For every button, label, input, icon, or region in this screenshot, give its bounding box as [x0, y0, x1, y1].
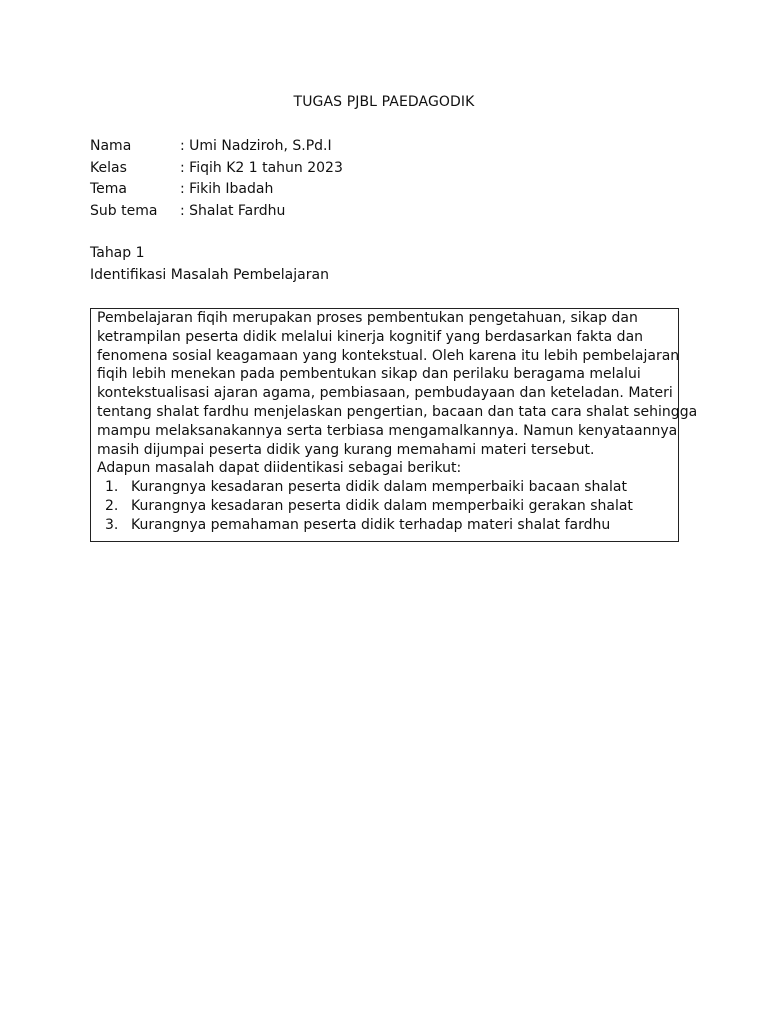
list-item — [105, 516, 673, 535]
list-item-text: Kurangnya kesadaran peserta didik dalam memperbaiki gerakan shalat — [131, 497, 633, 514]
issue-list — [97, 478, 673, 534]
list-item-text: Kurangnya kesadaran peserta didik dalam memperbaiki bacaan shalat — [131, 479, 627, 496]
list-item — [105, 497, 673, 516]
list-intro: Adapun masalah dapat diidentikasi sebagai berikut: — [97, 460, 462, 477]
identity-row-class — [90, 158, 343, 180]
identity-value: : Fiqih K2 1 tahun 2023 — [180, 159, 343, 176]
description-paragraph — [97, 309, 698, 478]
list-item — [105, 478, 673, 497]
identity-row-theme — [90, 179, 343, 201]
document-title: TUGAS PJBL PAEDAGODIK — [293, 94, 475, 110]
identity-label: Sub tema — [90, 203, 158, 220]
identity-value: : Shalat Fardhu — [180, 203, 286, 220]
identity-table — [90, 136, 343, 223]
identity-row-name — [90, 136, 343, 158]
problem-identification-box — [90, 308, 698, 542]
paragraph-line: ketrampilan peserta didik melalui kinerja kognitif yang berdasarkan fakta dan — [97, 328, 644, 345]
identity-value: : Umi Nadziroh, S.Pd.I — [180, 138, 332, 154]
paragraph-line: masih dijumpai peserta didik yang kurang memahami materi tersebut. — [97, 441, 595, 458]
paragraph-line: tentang shalat fardhu menjelaskan pengertian, bacaan dan tata cara shalat sehingga — [97, 403, 698, 420]
paragraph-line: kontekstualisasi ajaran agama, pembiasaan, pembudayaan dan keteladan. Materi — [97, 385, 673, 402]
list-item-text: Kurangnya pemahaman peserta didik terhadap materi shalat fardhu — [131, 516, 611, 533]
list-item-number: 1. — [105, 479, 119, 496]
stage-section — [90, 243, 329, 286]
list-item-number: 3. — [105, 516, 119, 533]
stage-heading: Identifikasi Masalah Pembelajaran — [90, 266, 329, 283]
list-item-number: 2. — [105, 497, 119, 514]
identity-label: Kelas — [90, 159, 127, 176]
paragraph-line: fenomena sosial keagamaan yang kontekstual. Oleh karena itu lebih pembelajaran — [97, 347, 680, 364]
stage-label: Tahap 1 — [90, 245, 145, 261]
paragraph-line: Pembelajaran fiqih merupakan proses pembentukan pengetahuan, sikap dan — [97, 310, 638, 326]
identity-row-subtheme — [90, 201, 343, 223]
identity-value: : Fikih Ibadah — [180, 181, 274, 198]
identity-label: Tema — [90, 181, 128, 198]
paragraph-line: mampu melaksanakannya serta terbiasa mengamalkannya. Namun kenyataannya — [97, 422, 678, 439]
identity-label: Nama — [90, 138, 132, 154]
paragraph-line: fiqih lebih menekan pada pembentukan sikap dan perilaku beragama melalui — [97, 366, 641, 383]
